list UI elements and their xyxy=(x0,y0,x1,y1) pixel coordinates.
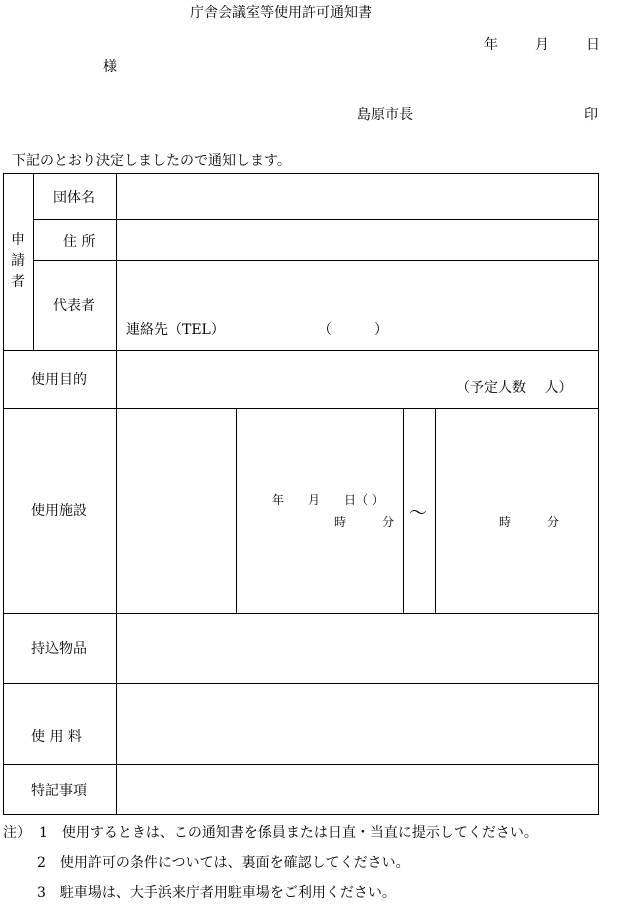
divider xyxy=(236,408,237,613)
divider xyxy=(4,683,598,684)
facility-label: 使用施設 xyxy=(31,503,87,519)
purpose-label: 使用目的 xyxy=(31,372,87,388)
representative-label: 代表者 xyxy=(53,298,95,314)
divider xyxy=(435,408,436,613)
contact-area-code: （ ） xyxy=(318,322,388,338)
divider xyxy=(33,219,598,220)
notes-prefix: 注） xyxy=(3,825,31,841)
date-month-label: 月 xyxy=(535,37,549,53)
start-time: 時 分 xyxy=(334,515,395,529)
applicant-group-label xyxy=(10,230,26,293)
note-item: 3 駐車場は、大手浜来庁者用駐車場をご利用ください。 xyxy=(37,885,396,901)
notes-section xyxy=(0,818,538,908)
addressee-suffix: 様 xyxy=(103,59,117,75)
fee-label: 使 用 料 xyxy=(31,729,82,745)
group-name-label: 団体名 xyxy=(53,190,95,206)
end-time: 時 分 xyxy=(499,515,560,529)
issuer-name: 島原市長 xyxy=(357,107,413,123)
applicant-char: 申 xyxy=(11,232,25,248)
expected-attendees: （予定人数 人） xyxy=(456,380,573,396)
remarks-label: 特記事項 xyxy=(31,783,87,799)
date-day-label: 日 xyxy=(586,37,600,53)
divider xyxy=(403,408,404,613)
intro-text: 下記のとおり決定しましたので通知します。 xyxy=(12,153,291,169)
date-year-label: 年 xyxy=(484,37,498,53)
applicant-char: 請 xyxy=(11,253,25,269)
contact-label: 連絡先（TEL） xyxy=(126,322,225,338)
divider xyxy=(4,613,598,614)
note-text: 1 使用するときは、この通知書を係員または日直・当直に提示してください。 xyxy=(39,825,538,841)
divider xyxy=(116,174,117,814)
note-item xyxy=(0,818,538,848)
address-label: 住 所 xyxy=(63,234,96,250)
start-date: 年 月 日（ ） xyxy=(272,493,384,507)
applicant-char: 者 xyxy=(11,274,25,290)
belongings-label: 持込物品 xyxy=(31,641,87,657)
note-item: 2 使用許可の条件については、裏面を確認してください。 xyxy=(37,855,410,871)
divider xyxy=(4,408,598,409)
document-title: 庁舎会議室等使用許可通知書 xyxy=(190,5,372,21)
divider xyxy=(4,764,598,765)
divider xyxy=(33,260,598,261)
application-form-table xyxy=(3,173,599,815)
seal-mark: 印 xyxy=(584,107,598,123)
range-tilde: ～ xyxy=(409,503,427,524)
divider xyxy=(33,174,34,350)
divider xyxy=(4,350,598,351)
